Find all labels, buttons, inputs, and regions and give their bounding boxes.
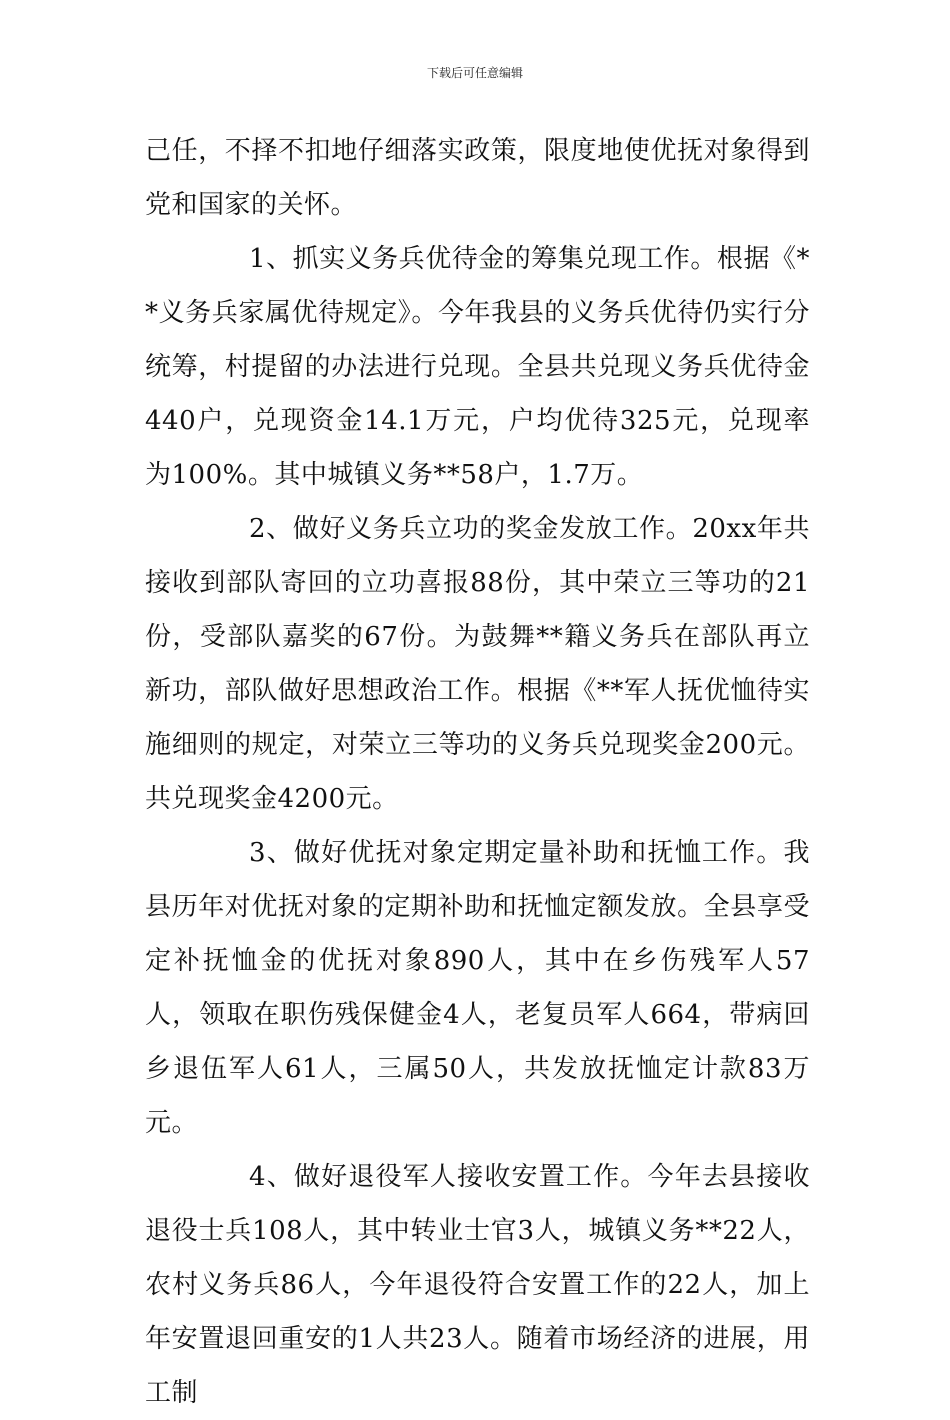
paragraph-continuation: 己任，不择不扣地仔细落实政策，限度地使优抚对象得到党和国家的关怀。 (145, 136, 810, 220)
document-body (145, 124, 810, 1420)
header-note: 下载后可任意编辑 (426, 66, 523, 80)
paragraph-item-4: 4、做好退役军人接收安置工作。今年去县接收退役士兵108人，其中转业士官3人，城镇义务**22人，农村义务兵86人，今年退役符合安置工作的22人，加上年安置退回重安的1人共23人。随着市场经济的进展，用工制 (145, 1162, 810, 1408)
paragraph-item-1: 1、抓实义务兵优待金的筹集兑现工作。根据《**义务兵家属优待规定》。今年我县的义务兵优待仍实行分统筹，村提留的办法进行兑现。全县共兑现义务兵优待金440户，兑现资金14.1万元，户均优待325元，兑现率为100%。其中城镇义务**58户，1.7万。 (145, 244, 810, 490)
paragraph-item-2: 2、做好义务兵立功的奖金发放工作。20xx年共接收到部队寄回的立功喜报88份，其中荣立三等功的21份，受部队嘉奖的67份。为鼓舞**籍义务兵在部队再立新功，部队做好思想政治工作。根据《**军人抚优恤待实施细则的规定，对荣立三等功的义务兵兑现奖金200元。共兑现奖金4200元。 (145, 514, 810, 814)
paragraph-item-3: 3、做好优抚对象定期定量补助和抚恤工作。我县历年对优抚对象的定期补助和抚恤定额发放。全县享受定补抚恤金的优抚对象890人，其中在乡伤残军人57人，领取在职伤残保健金4人，老复员军人664，带病回乡退伍军人61人，三属50人，共发放抚恤定计款83万元。 (145, 838, 810, 1138)
